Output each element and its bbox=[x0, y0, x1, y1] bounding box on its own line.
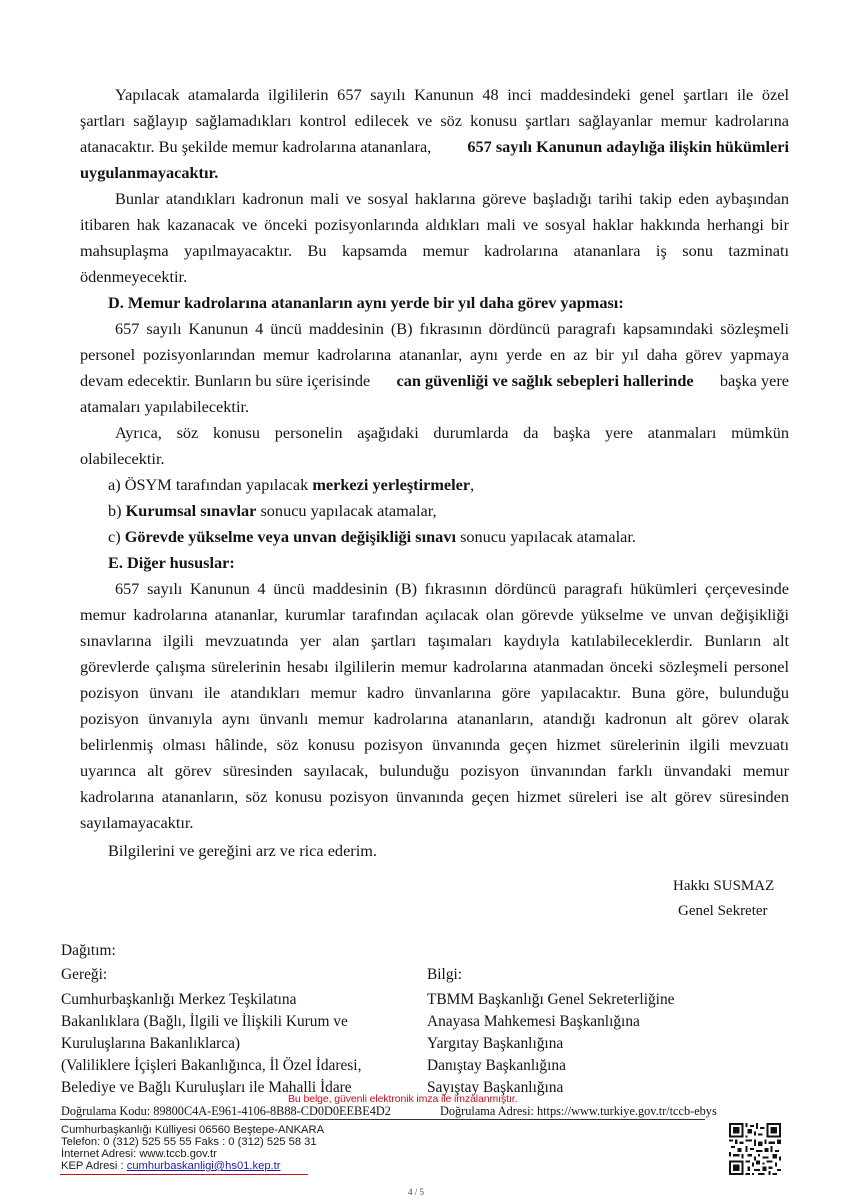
text-segment: devam edecektir. Bunların bu süre içerisinde bbox=[80, 371, 371, 390]
paragraph-line bbox=[80, 136, 789, 158]
gere-item: Cumhurbaşkanlığı Merkez Teşkilatına bbox=[61, 991, 297, 1008]
paragraph-line: 657 sayılı Kanunun 4 üncü maddesinin (B) fıkrasının dördüncü paragrafı kapsamındaki sözleşmeli bbox=[115, 319, 789, 338]
paragraph-line: şartları sağlayıp sağlamadıkları kontrol edilecek ve söz konusu şartları sağlayanlar memur kadrolarına bbox=[80, 111, 789, 130]
page-number: 4 / 5 bbox=[408, 1187, 425, 1197]
gere-item: (Valiliklere İçişleri Bakanlığınca, İl Özel İdaresi, bbox=[61, 1057, 362, 1074]
bold-text-segment: 657 sayılı Kanunun adaylığa ilişkin hükümleri bbox=[467, 137, 789, 156]
paragraph-line: Ayrıca, söz konusu personelin aşağıdaki durumlarda da başka yere atanmaları mümkün bbox=[115, 423, 789, 442]
footer-internet: İnternet Adresi: www.tccb.gov.tr bbox=[61, 1148, 217, 1160]
distribution-heading: Dağıtım: bbox=[61, 942, 116, 959]
paragraph-line: uygulanmayacaktır. bbox=[80, 163, 219, 182]
paragraph-line: 657 sayılı Kanunun 4 üncü maddesinin (B) fıkrasının dördüncü paragrafı hükümleri çerçevesinde bbox=[115, 579, 789, 598]
footer-phone: Telefon: 0 (312) 525 55 55 Faks : 0 (312) 525 58 31 bbox=[61, 1136, 317, 1148]
paragraph-line: Bunlar atandıkları kadronun mali ve sosyal haklarına göreve başladığı tarihi takip eden aybaşından bbox=[115, 189, 789, 208]
paragraph-line: pozisyon ünvanıyla aynı ünvanlı memur kadrolarına atananların, atandığı kadronun alt görev olarak bbox=[80, 709, 789, 728]
list-bold-text: merkezi yerleştirmeler bbox=[312, 475, 471, 494]
paragraph-line: memur kadrolarına atananlar, kurumlar tarafından açılacak olan görevde yükselme ve unvan değişikliği bbox=[80, 605, 789, 624]
bilgi-item: Sayıştay Başkanlığına bbox=[427, 1079, 564, 1096]
signatory-title: Genel Sekreter bbox=[678, 903, 768, 919]
paragraph-line: ödenmeyecektir. bbox=[80, 267, 188, 286]
kep-label: KEP Adresi : bbox=[61, 1160, 124, 1172]
paragraph-line: atamaları yapılabilecektir. bbox=[80, 397, 250, 416]
closing-sentence: Bilgilerini ve gereğini arz ve rica ederim. bbox=[108, 841, 377, 860]
gere-item: Belediye ve Bağlı Kuruluşları ile Mahalli İdare bbox=[61, 1079, 352, 1096]
section-heading: E. Diğer hususlar: bbox=[108, 553, 235, 572]
list-text: b) bbox=[108, 501, 122, 520]
list-text: a) ÖSYM tarafından yapılacak bbox=[108, 475, 309, 494]
gere-item: Kuruluşlarına Bakanlıklarca) bbox=[61, 1035, 241, 1052]
footer-red-rule bbox=[60, 1174, 308, 1175]
footer-kep bbox=[61, 1160, 280, 1172]
qr-code-icon bbox=[729, 1123, 781, 1175]
list-item bbox=[108, 474, 474, 496]
list-text: sonucu yapılacak atamalar, bbox=[260, 501, 437, 520]
footer-address: Cumhurbaşkanlığı Külliyesi 06560 Beştepe-ANKARA bbox=[61, 1124, 325, 1136]
paragraph-line: görevlerde çalışma sürelerinin hesabı ilgililerin memur kadrolarına atanmadan önceki sözleşmeli personel bbox=[80, 657, 789, 676]
footer-divider bbox=[60, 1119, 705, 1120]
gere-heading: Gereği: bbox=[61, 966, 108, 983]
bilgi-item: Yargıtay Başkanlığına bbox=[427, 1035, 564, 1052]
bilgi-item: Danıştay Başkanlığına bbox=[427, 1057, 566, 1074]
text-segment: atanacaktır. Bu şekilde memur kadrolarına atananlara, bbox=[80, 137, 432, 156]
list-text: sonucu yapılacak atamalar. bbox=[460, 527, 636, 546]
e-signature-notice: Bu belge, güvenli elektronik imza ile imzalanmıştır. bbox=[288, 1093, 518, 1105]
bilgi-item: Anayasa Mahkemesi Başkanlığına bbox=[427, 1013, 640, 1030]
bilgi-heading: Bilgi: bbox=[427, 966, 463, 983]
paragraph-line: sayılamayacaktır. bbox=[80, 813, 194, 832]
signatory-name: Hakkı SUSMAZ bbox=[673, 878, 775, 894]
paragraph-line: sınavlarına ilgili mevzuatında yer alan şartları taşımaları kaydıyla katılabileceklerdir. Bunların alt bbox=[80, 631, 789, 650]
verification-code: Doğrulama Kodu: 89800C4A-E961-4106-8B88-CD0D0EEBE4D2 bbox=[61, 1104, 391, 1118]
paragraph-line: itibaren hak kazanacak ve önceki pozisyonlarında aldıkları mali ve sosyal haklar hakkında herhangi bir bbox=[80, 215, 789, 234]
list-bold-text: Kurumsal sınavlar bbox=[125, 501, 257, 520]
paragraph-line: olabilecektir. bbox=[80, 449, 165, 468]
kep-link[interactable]: cumhurbaskanligi@hs01.kep.tr bbox=[126, 1160, 281, 1172]
bilgi-item: TBMM Başkanlığı Genel Sekreterliğine bbox=[427, 991, 675, 1008]
list-item bbox=[108, 526, 636, 548]
bold-text-segment: can güvenliği ve sağlık sebepleri hallerinde bbox=[396, 371, 694, 390]
paragraph-line: uyarınca alt görev süresinden sayılacak, bulunduğu pozisyon ünvanından farklı ünvandaki memur bbox=[80, 761, 789, 780]
section-heading: D. Memur kadrolarına atananların aynı yerde bir yıl daha görev yapması: bbox=[108, 293, 624, 312]
paragraph-line: kadrolarına atananların, söz konusu pozisyon ünvanında geçen hizmet süreleri ise alt görev süresinden bbox=[80, 787, 789, 806]
verification-address: Doğrulama Adresi: https://www.turkiye.gov.tr/tccb-ebys bbox=[440, 1104, 717, 1118]
list-text: , bbox=[470, 475, 475, 494]
list-bold-text: Görevde yükselme veya unvan değişikliği sınavı bbox=[124, 527, 456, 546]
paragraph-line: Yapılacak atamalarda ilgililerin 657 sayılı Kanunun 48 inci maddesindeki genel şartları ile özel bbox=[115, 85, 789, 104]
paragraph-line: mahsuplaşma yapılmayacaktır. Bu kapsamda memur kadrolarına atananlara iş sonu tazminatı bbox=[80, 241, 789, 260]
paragraph-line: belirlenmiş olması hâlinde, söz konusu pozisyon ünvanında geçen hizmet sürelerinin ilgili mevzuatı bbox=[80, 735, 789, 754]
list-item bbox=[108, 500, 437, 522]
list-text: c) bbox=[108, 527, 121, 546]
paragraph-line: pozisyon ünvanı ile atandıkları memur kadro ünvanlarına göre yapılacaktır. Buna göre, bulunduğu bbox=[80, 683, 789, 702]
text-segment: başka yere bbox=[719, 371, 789, 390]
paragraph-line: personel pozisyonlarından memur kadrolarına atananlar, aynı yerde en az bir yıl daha görev yapmaya bbox=[80, 345, 789, 364]
paragraph-line bbox=[80, 370, 789, 392]
gere-item: Bakanlıklara (Bağlı, İlgili ve İlişkili Kurum ve bbox=[61, 1013, 348, 1030]
